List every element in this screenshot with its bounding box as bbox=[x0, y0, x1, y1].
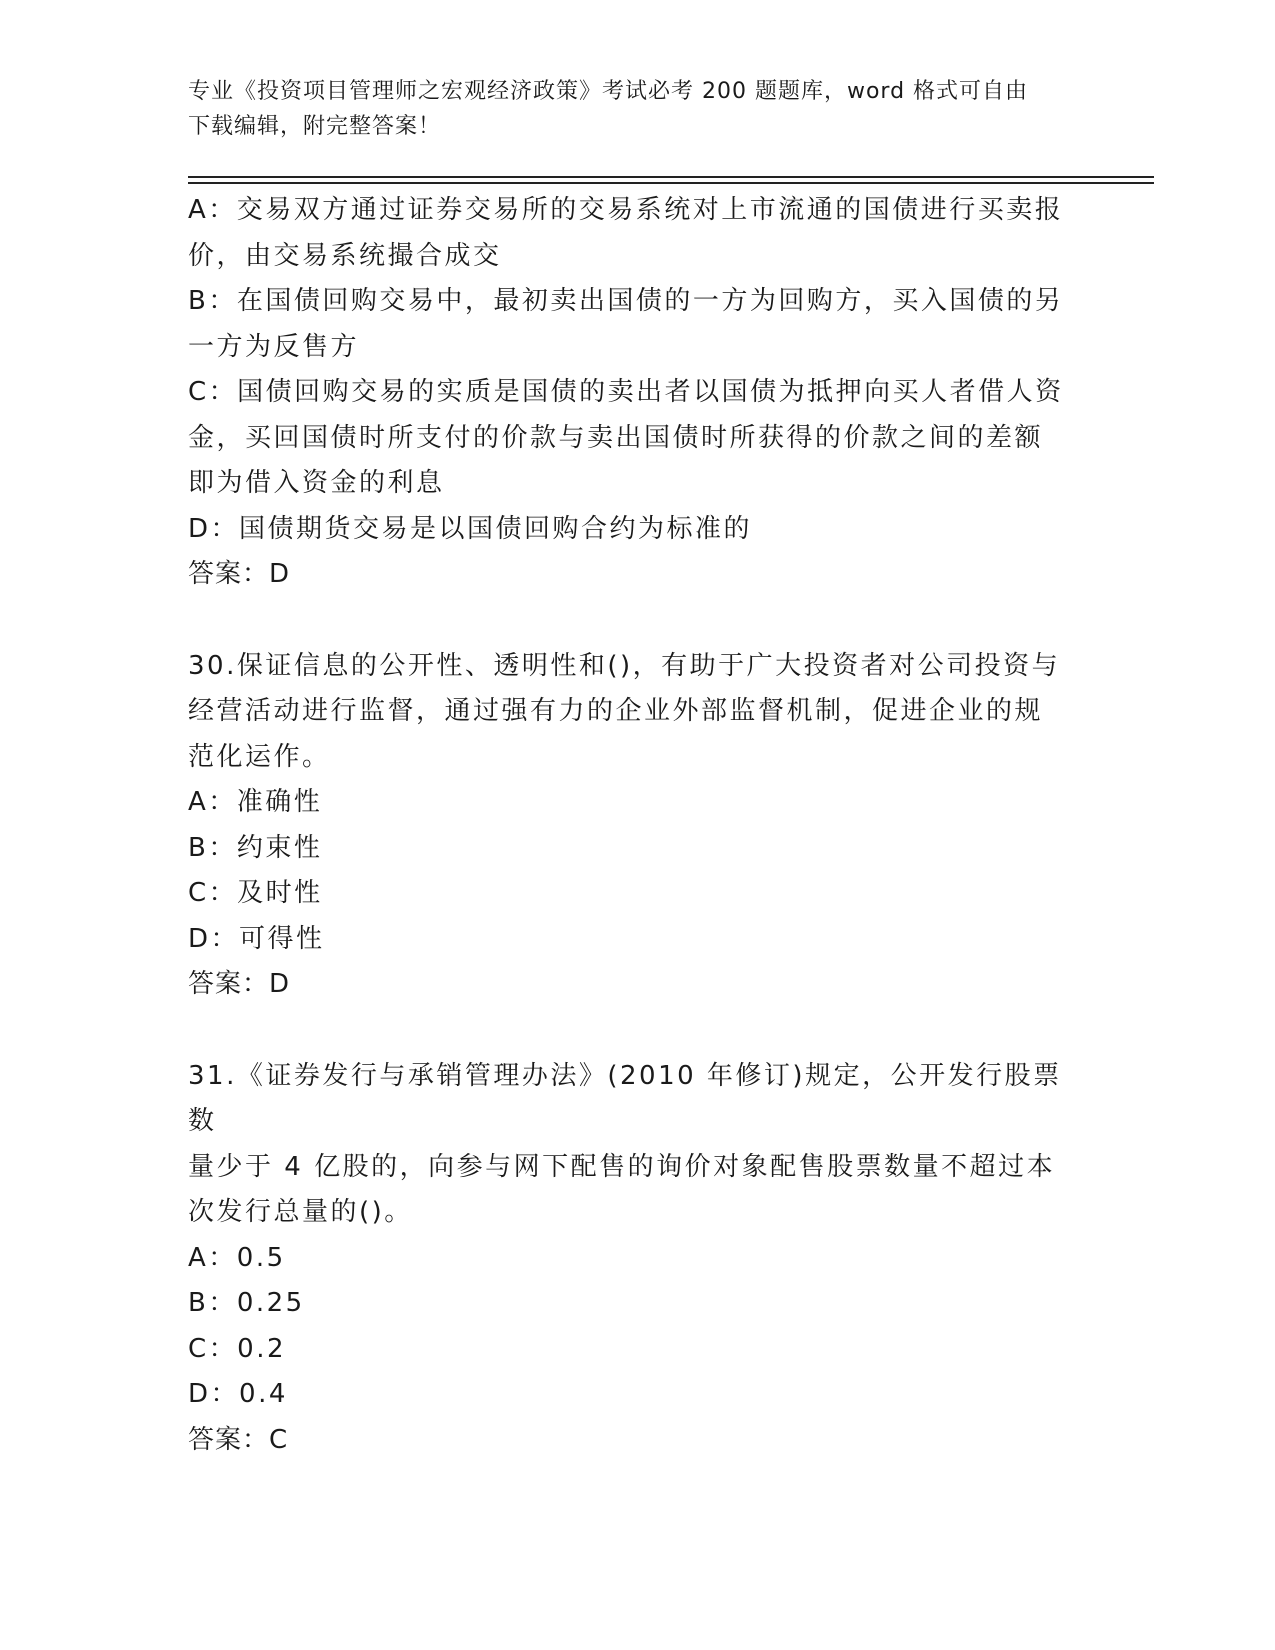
header-line-2: 下载编辑，附完整答案！ bbox=[188, 114, 442, 139]
q29-option-b-line-1: B：在国债回购交易中，最初卖出国债的一方为回购方，买入国债的另 bbox=[188, 286, 1064, 316]
q30-option-c: C：及时性 bbox=[188, 878, 323, 908]
q31-stem-line-2: 量少于 4 亿股的，向参与网下配售的询价对象配售股票数量不超过本 bbox=[188, 1151, 1056, 1182]
q29-option-d: D：国债期货交易是以国债回购合约为标准的 bbox=[188, 513, 753, 544]
q29-option-c-line-3: 即为借入资金的利息 bbox=[188, 468, 445, 498]
header-divider-bottom bbox=[188, 182, 1154, 184]
document-header bbox=[188, 74, 1068, 144]
q31-option-d: D：0.4 bbox=[188, 1379, 288, 1409]
question-29-block bbox=[188, 188, 1088, 598]
q30-option-a: A：准确性 bbox=[188, 787, 323, 817]
q30-option-b: B：约束性 bbox=[188, 832, 323, 863]
document-body bbox=[188, 188, 1088, 1463]
q31-stem-line-3: 次发行总量的()。 bbox=[188, 1197, 413, 1227]
q29-option-c-line-1: C：国债回购交易的实质是国债的卖出者以国债为抵押向买人者借人资 bbox=[188, 377, 1064, 407]
q31-option-c: C：0.2 bbox=[188, 1333, 287, 1364]
q31-stem-line-1: 31.《证券发行与承销管理办法》(2010 年修订)规定，公开发行股票数 bbox=[188, 1060, 1062, 1136]
q30-answer: 答案：D bbox=[188, 969, 291, 999]
question-31-block bbox=[188, 1054, 1088, 1464]
q30-stem-line-3: 范化运作。 bbox=[188, 741, 331, 772]
q31-option-a: A：0.5 bbox=[188, 1242, 286, 1273]
q29-option-a-line-1: A：交易双方通过证券交易所的交易系统对上市流通的国债进行买卖报 bbox=[188, 195, 1064, 225]
q31-option-b: B：0.25 bbox=[188, 1288, 305, 1318]
q30-stem-line-1: 30.保证信息的公开性、透明性和()，有助于广大投资者对公司投资与 bbox=[188, 650, 1061, 681]
spacer bbox=[188, 598, 1088, 644]
q29-option-a-line-2: 价，由交易系统撮合成交 bbox=[188, 240, 502, 271]
q31-answer: 答案：C bbox=[188, 1424, 289, 1455]
q30-stem-line-2: 经营活动进行监督，通过强有力的企业外部监督机制，促进企业的规 bbox=[188, 696, 1044, 726]
header-line-1: 专业《投资项目管理师之宏观经济政策》考试必考 200 题题库，word 格式可自由 bbox=[188, 79, 1029, 104]
q29-option-b-line-2: 一方为反售方 bbox=[188, 331, 360, 362]
q29-option-c-line-2: 金，买回国债时所支付的价款与卖出国债时所获得的价款之间的差额 bbox=[188, 422, 1044, 453]
question-30-block bbox=[188, 644, 1088, 1008]
q29-answer: 答案：D bbox=[188, 559, 291, 589]
spacer bbox=[188, 1008, 1088, 1054]
q30-option-d: D：可得性 bbox=[188, 923, 325, 954]
header-divider-top bbox=[188, 176, 1154, 178]
